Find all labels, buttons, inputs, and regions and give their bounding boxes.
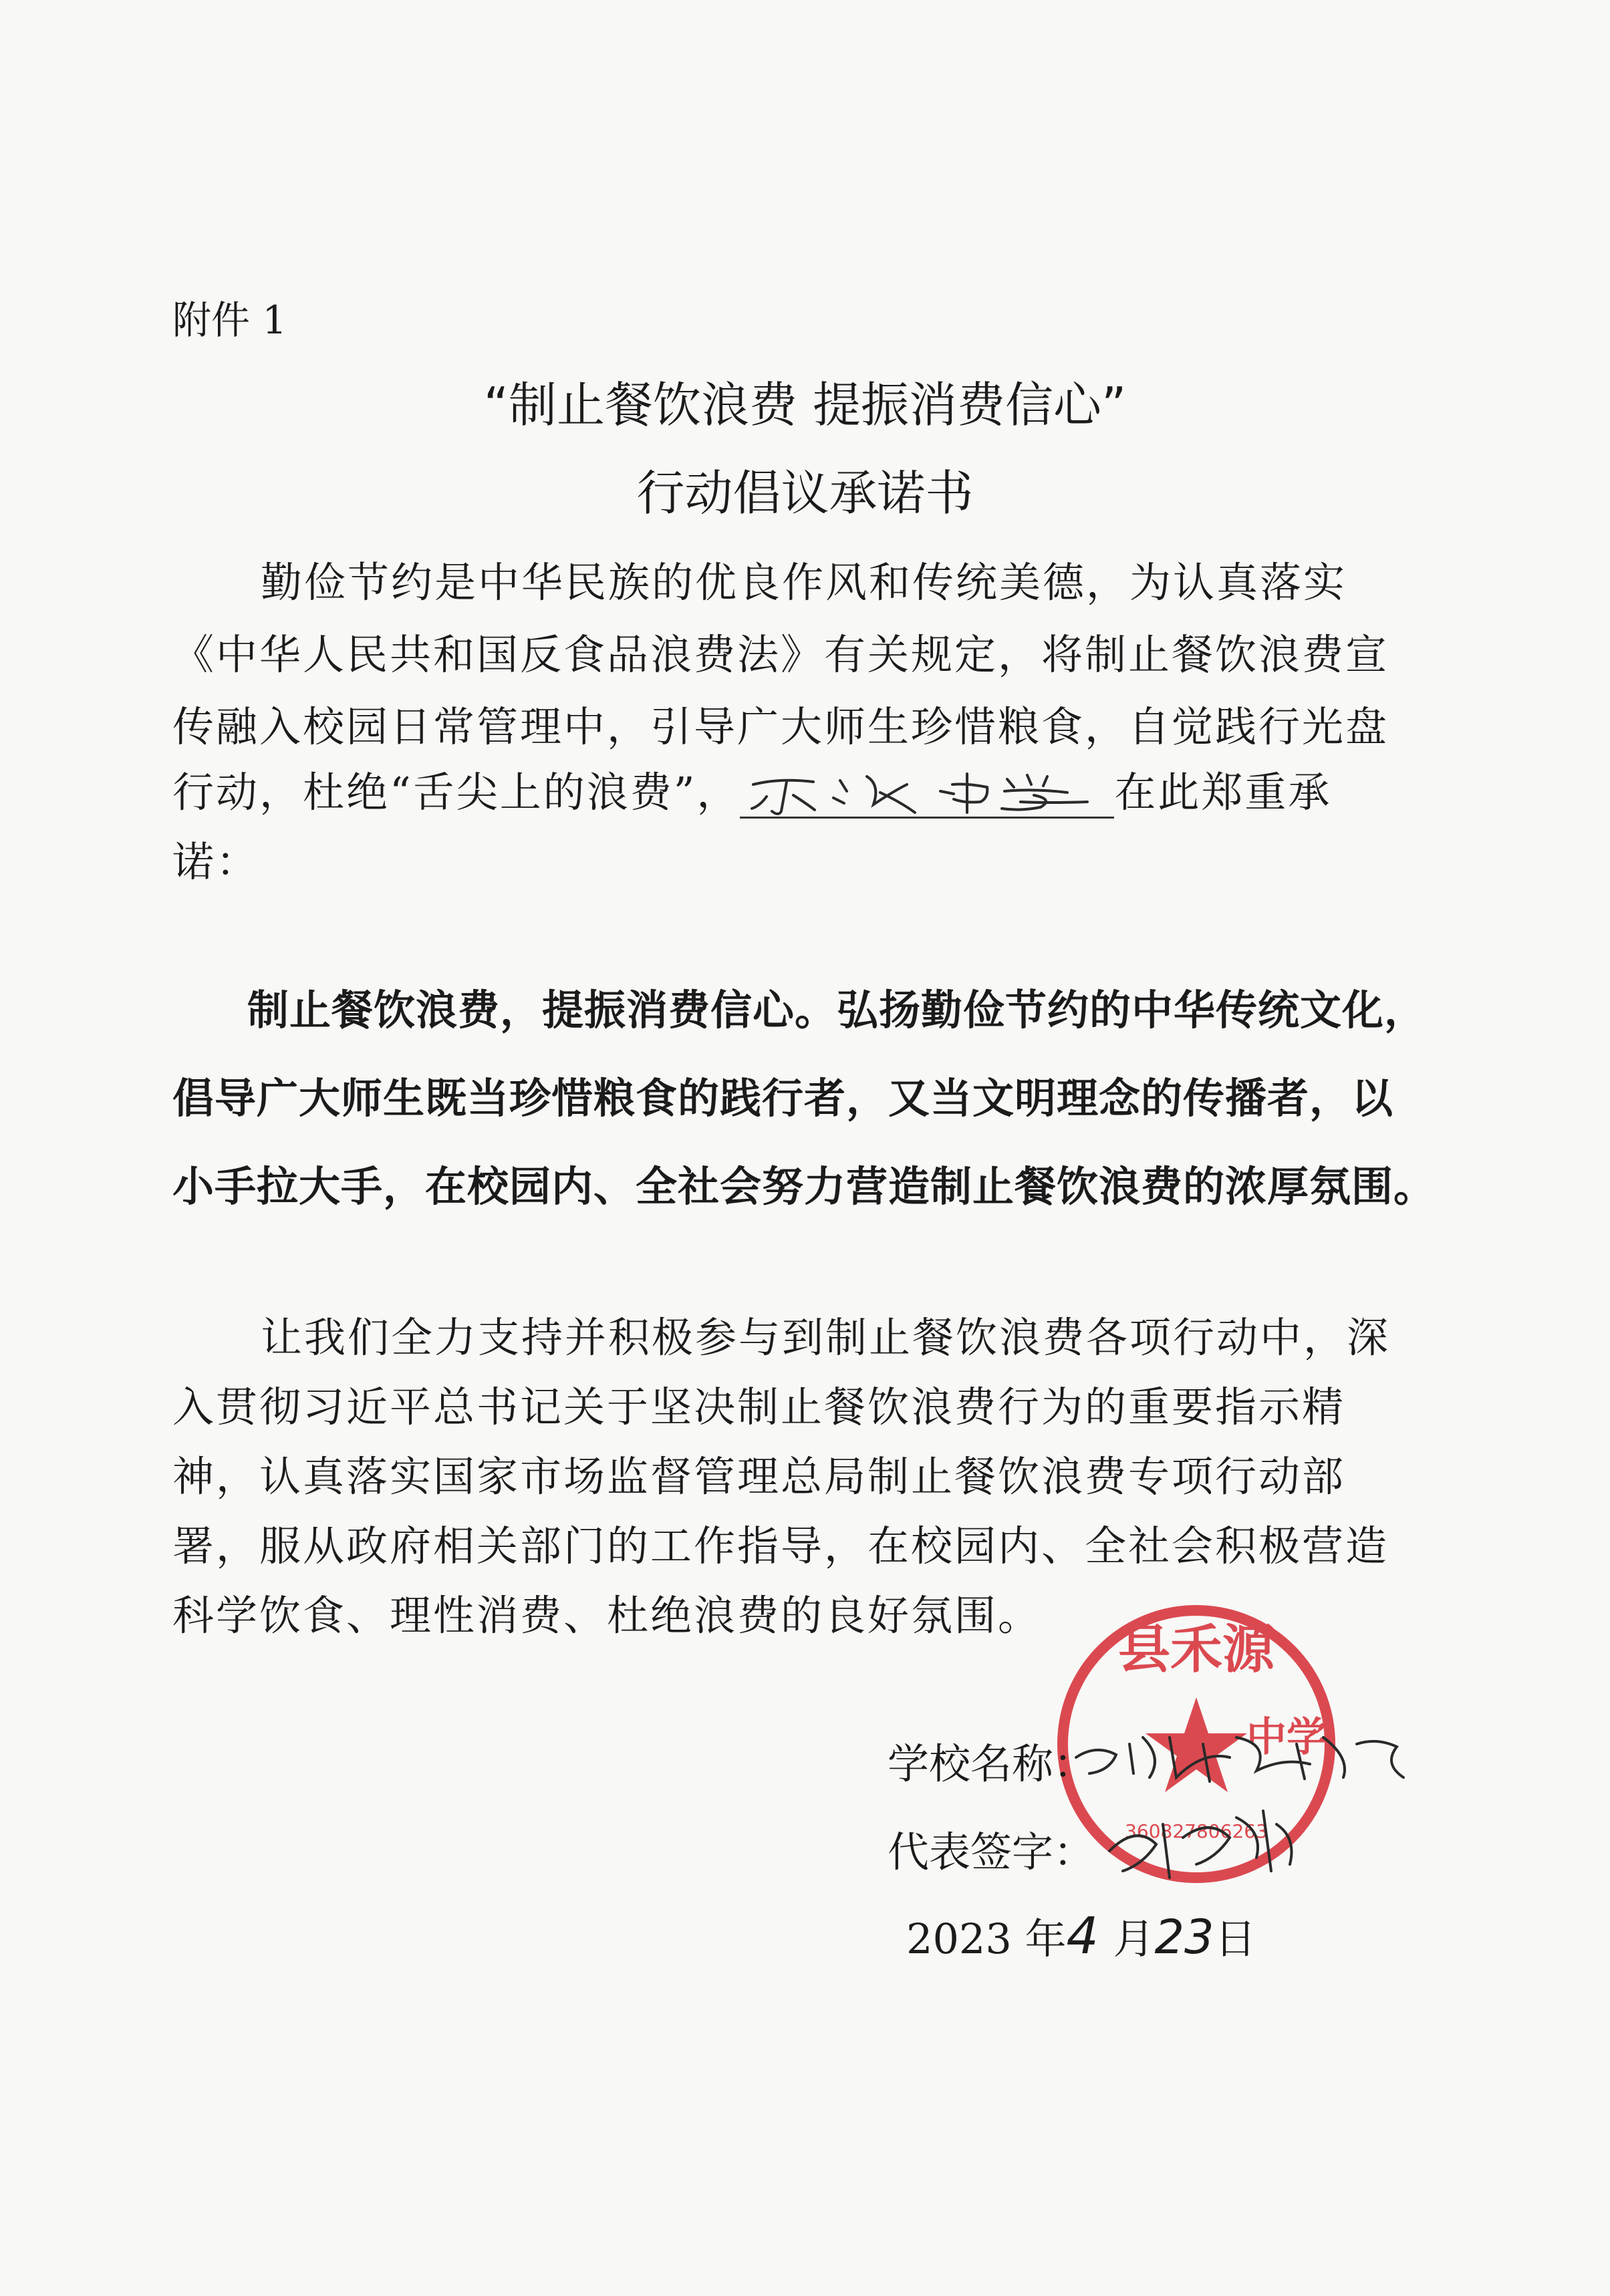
pledge-line: 倡导广大师生既当珍惜粮食的践行者，又当文明理念的传播者，以 [172,1074,1394,1123]
representative-label: 代表签字： [888,1828,1095,1876]
title-line-1: “制止餐饮浪费 提振消费信心” [483,377,1127,433]
date-month-label: 月 [1113,1914,1155,1963]
intro-line: 《中华人民共和国反食品浪费法》有关规定，将制止餐饮浪费宣 [172,630,1389,679]
intro-line: 传融入校园日常管理中，引导广大师生珍惜粮食，自觉践行光盘 [172,702,1389,751]
date-day-handwritten: 23 [1154,1910,1214,1965]
closing-line: 让我们全力支持并积极参与到制止餐饮浪费各项行动中，深 [261,1313,1391,1362]
closing-line: 署，服从政府相关部门的工作指导，在校园内、全社会积极营造 [172,1522,1389,1570]
intro-line-4-prefix: 行动，杜绝“舌尖上的浪费”， [172,768,741,817]
date-day-label: 日 [1214,1914,1256,1963]
intro-line-4 [172,759,1331,819]
seal-right-text: 中学 [1246,1714,1327,1761]
handwritten-school-name [740,764,1114,818]
attachment-label: 附件 1 [172,297,287,343]
school-name-label: 学校名称： [888,1739,1095,1788]
school-fill-blank [740,770,1114,819]
date-month-handwritten: 4 [1066,1906,1099,1965]
pledge-line: 小手拉大手，在校园内、全社会努力营造制止餐饮浪费的浓厚氛围。 [172,1162,1436,1211]
seal-serial: 360827806263 [1125,1820,1268,1842]
seal-top-text: 县禾源 [1117,1619,1275,1680]
intro-line-4-suffix: 在此郑重承 [1114,768,1332,817]
intro-line: 勤俭节约是中华民族的优良作风和传统美德，为认真落实 [261,558,1347,607]
closing-line: 神，认真落实国家市场监督管理总局制止餐饮浪费专项行动部 [172,1452,1346,1501]
title-line-2: 行动倡议承诺书 [636,465,974,521]
date-year: 2023 年 [906,1914,1067,1963]
closing-line: 科学饮食、理性消费、杜绝浪费的良好氛围。 [172,1591,1042,1640]
handwritten-school-signature [1069,1717,1417,1791]
intro-line-5: 诺： [172,837,260,886]
closing-line: 入贯彻习近平总书记关于坚决制止餐饮浪费行为的重要指示精 [172,1383,1346,1431]
pledge-line: 制止餐饮浪费，提振消费信心。弘扬勤俭节约的中华传统文化， [247,986,1427,1034]
handwritten-representative-signature [1096,1798,1310,1891]
date-line [906,1906,1256,1965]
